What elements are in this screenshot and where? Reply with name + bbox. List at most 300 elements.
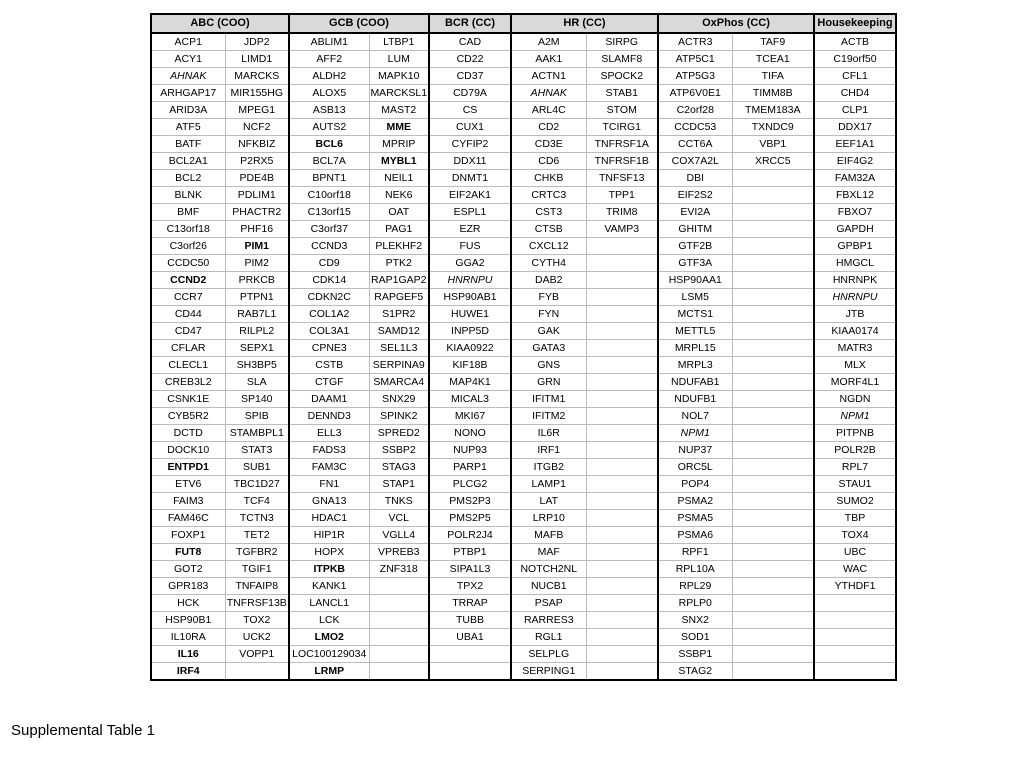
- gene-cell: [732, 187, 814, 204]
- gene-cell: CD6: [511, 153, 586, 170]
- gene-cell: MPRIP: [369, 136, 429, 153]
- gene-cell: PTK2: [369, 255, 429, 272]
- gene-cell: IL10RA: [151, 629, 225, 646]
- gene-cell: [586, 544, 658, 561]
- table-row: [151, 33, 896, 51]
- gene-cell: IRF1: [511, 442, 586, 459]
- gene-cell: JDP2: [225, 33, 289, 51]
- gene-cell: ETV6: [151, 476, 225, 493]
- gene-cell: PSAP: [511, 595, 586, 612]
- table-row: [151, 595, 896, 612]
- gene-cell: TNFRSF1B: [586, 153, 658, 170]
- gene-cell: GTF2B: [658, 238, 732, 255]
- table-body: [151, 33, 896, 680]
- gene-cell: [586, 323, 658, 340]
- gene-cell: CHKB: [511, 170, 586, 187]
- gene-cell: LAT: [511, 493, 586, 510]
- gene-cell: [586, 459, 658, 476]
- table-row: [151, 170, 896, 187]
- gene-cell: MAP4K1: [429, 374, 511, 391]
- gene-cell: VAMP3: [586, 221, 658, 238]
- gene-cell: [732, 306, 814, 323]
- gene-cell: ACTB: [814, 33, 896, 51]
- gene-cell: [732, 476, 814, 493]
- gene-cell: GHITM: [658, 221, 732, 238]
- gene-cell: HSP90AB1: [429, 289, 511, 306]
- gene-cell: PLCG2: [429, 476, 511, 493]
- gene-cell: [369, 612, 429, 629]
- table-row: [151, 510, 896, 527]
- gene-cell: NEK6: [369, 187, 429, 204]
- gene-cell: BPNT1: [289, 170, 369, 187]
- gene-cell: FOXP1: [151, 527, 225, 544]
- gene-cell: NPM1: [814, 408, 896, 425]
- gene-cell: SH3BP5: [225, 357, 289, 374]
- gene-cell: SIRPG: [586, 33, 658, 51]
- gene-cell: FYN: [511, 306, 586, 323]
- gene-cell: DENND3: [289, 408, 369, 425]
- gene-cell: CYB5R2: [151, 408, 225, 425]
- gene-cell: LIMD1: [225, 51, 289, 68]
- table-row: [151, 102, 896, 119]
- gene-cell: SPIB: [225, 408, 289, 425]
- gene-cell: C19orf50: [814, 51, 896, 68]
- table-row: [151, 238, 896, 255]
- gene-cell: [732, 272, 814, 289]
- table-row: [151, 187, 896, 204]
- gene-cell: MARCKS: [225, 68, 289, 85]
- gene-cell: ABLIM1: [289, 33, 369, 51]
- gene-cell: NDUFAB1: [658, 374, 732, 391]
- gene-cell: CAD: [429, 33, 511, 51]
- gene-cell: LCK: [289, 612, 369, 629]
- gene-cell: RAPGEF5: [369, 289, 429, 306]
- gene-cell: NONO: [429, 425, 511, 442]
- gene-cell: GAK: [511, 323, 586, 340]
- gene-cell: ACP1: [151, 33, 225, 51]
- gene-cell: [429, 663, 511, 681]
- gene-cell: TGIF1: [225, 561, 289, 578]
- gene-cell: PMS2P3: [429, 493, 511, 510]
- gene-cell: NCF2: [225, 119, 289, 136]
- gene-cell: MRPL3: [658, 357, 732, 374]
- gene-cell: EIF2S2: [658, 187, 732, 204]
- table-row: [151, 425, 896, 442]
- gene-cell: PSMA6: [658, 527, 732, 544]
- gene-cell: IRF4: [151, 663, 225, 681]
- gene-cell: CS: [429, 102, 511, 119]
- gene-cell: TAF9: [732, 33, 814, 51]
- gene-cell: GNS: [511, 357, 586, 374]
- gene-cell: CSNK1E: [151, 391, 225, 408]
- gene-cell: PRKCB: [225, 272, 289, 289]
- gene-cell: LTBP1: [369, 33, 429, 51]
- gene-cell: [732, 578, 814, 595]
- gene-cell: LMO2: [289, 629, 369, 646]
- gene-cell: UBC: [814, 544, 896, 561]
- gene-cell: CST3: [511, 204, 586, 221]
- gene-cell: FADS3: [289, 442, 369, 459]
- gene-cell: RGL1: [511, 629, 586, 646]
- gene-cell: PHACTR2: [225, 204, 289, 221]
- gene-cell: COX7A2L: [658, 153, 732, 170]
- gene-cell: SPINK2: [369, 408, 429, 425]
- table-row: [151, 221, 896, 238]
- gene-cell: MAST2: [369, 102, 429, 119]
- gene-cell: HIP1R: [289, 527, 369, 544]
- gene-cell: GAPDH: [814, 221, 896, 238]
- gene-cell: MKI67: [429, 408, 511, 425]
- gene-cell: NUCB1: [511, 578, 586, 595]
- gene-cell: [732, 170, 814, 187]
- gene-cell: [732, 221, 814, 238]
- gene-cell: BCL2A1: [151, 153, 225, 170]
- gene-cell: SPOCK2: [586, 68, 658, 85]
- gene-cell: STAG3: [369, 459, 429, 476]
- gene-cell: HNRNPU: [429, 272, 511, 289]
- gene-cell: [732, 289, 814, 306]
- gene-cell: [732, 544, 814, 561]
- gene-cell: WAC: [814, 561, 896, 578]
- gene-cell: ESPL1: [429, 204, 511, 221]
- gene-cell: [586, 272, 658, 289]
- gene-cell: DAAM1: [289, 391, 369, 408]
- gene-cell: SAMD12: [369, 323, 429, 340]
- table-row: [151, 357, 896, 374]
- gene-cell: LRMP: [289, 663, 369, 681]
- gene-cell: ARL4C: [511, 102, 586, 119]
- group-header: OxPhos (CC): [658, 14, 814, 33]
- gene-cell: NDUFB1: [658, 391, 732, 408]
- gene-cell: [586, 238, 658, 255]
- gene-cell: MRPL15: [658, 340, 732, 357]
- gene-cell: TCTN3: [225, 510, 289, 527]
- gene-cell: [586, 374, 658, 391]
- gene-cell: EVI2A: [658, 204, 732, 221]
- gene-cell: NUP93: [429, 442, 511, 459]
- gene-cell: FUT8: [151, 544, 225, 561]
- gene-cell: BLNK: [151, 187, 225, 204]
- gene-cell: ACTN1: [511, 68, 586, 85]
- gene-cell: ZNF318: [369, 561, 429, 578]
- table-row: [151, 272, 896, 289]
- gene-cell: MORF4L1: [814, 374, 896, 391]
- gene-cell: POLR2J4: [429, 527, 511, 544]
- gene-cell: BCL7A: [289, 153, 369, 170]
- table-row: [151, 408, 896, 425]
- gene-cell: [586, 527, 658, 544]
- gene-cell: [732, 238, 814, 255]
- gene-cell: [586, 442, 658, 459]
- group-header: HR (CC): [511, 14, 658, 33]
- gene-cell: SEPX1: [225, 340, 289, 357]
- gene-cell: PTPN1: [225, 289, 289, 306]
- gene-cell: STAG2: [658, 663, 732, 681]
- gene-cell: GRN: [511, 374, 586, 391]
- gene-cell: CTSB: [511, 221, 586, 238]
- gene-cell: GOT2: [151, 561, 225, 578]
- gene-cell: PARP1: [429, 459, 511, 476]
- gene-cell: COL1A2: [289, 306, 369, 323]
- gene-cell: RAP1GAP2: [369, 272, 429, 289]
- gene-cell: FAM46C: [151, 510, 225, 527]
- gene-cell: [586, 408, 658, 425]
- gene-cell: C3orf37: [289, 221, 369, 238]
- gene-cell: TET2: [225, 527, 289, 544]
- gene-cell: TCIRG1: [586, 119, 658, 136]
- gene-cell: ASB13: [289, 102, 369, 119]
- table-row: [151, 68, 896, 85]
- gene-cell: MPEG1: [225, 102, 289, 119]
- gene-cell: [586, 476, 658, 493]
- gene-cell: C10orf18: [289, 187, 369, 204]
- gene-cell: TMEM183A: [732, 102, 814, 119]
- table-row: [151, 561, 896, 578]
- gene-cell: ORC5L: [658, 459, 732, 476]
- gene-cell: SERPING1: [511, 663, 586, 681]
- gene-cell: [732, 629, 814, 646]
- gene-cell: GATA3: [511, 340, 586, 357]
- gene-cell: [732, 425, 814, 442]
- gene-cell: NPM1: [658, 425, 732, 442]
- gene-cell: RPL29: [658, 578, 732, 595]
- gene-cell: RPLP0: [658, 595, 732, 612]
- table-caption: Supplemental Table 1: [11, 722, 155, 739]
- gene-cell: LSM5: [658, 289, 732, 306]
- gene-cell: AUTS2: [289, 119, 369, 136]
- gene-cell: CTGF: [289, 374, 369, 391]
- gene-cell: ATP5G3: [658, 68, 732, 85]
- gene-cell: ARID3A: [151, 102, 225, 119]
- gene-cell: RPL7: [814, 459, 896, 476]
- gene-cell: AHNAK: [511, 85, 586, 102]
- gene-cell: TNFRSF1A: [586, 136, 658, 153]
- gene-cell: PIM2: [225, 255, 289, 272]
- gene-cell: HSP90B1: [151, 612, 225, 629]
- gene-cell: [586, 289, 658, 306]
- gene-cell: SSBP1: [658, 646, 732, 663]
- gene-cell: C2orf28: [658, 102, 732, 119]
- group-header: Housekeeping: [814, 14, 896, 33]
- gene-cell: PIM1: [225, 238, 289, 255]
- gene-cell: IL6R: [511, 425, 586, 442]
- table-row: [151, 493, 896, 510]
- gene-cell: FN1: [289, 476, 369, 493]
- gene-cell: PSMA2: [658, 493, 732, 510]
- gene-cell: MATR3: [814, 340, 896, 357]
- gene-cell: [814, 663, 896, 681]
- gene-cell: RPL10A: [658, 561, 732, 578]
- gene-cell: SUMO2: [814, 493, 896, 510]
- gene-cell: SUB1: [225, 459, 289, 476]
- gene-cell: TXNDC9: [732, 119, 814, 136]
- gene-cell: IFITM2: [511, 408, 586, 425]
- gene-cell: SP140: [225, 391, 289, 408]
- gene-cell: CSTB: [289, 357, 369, 374]
- gene-cell: TNKS: [369, 493, 429, 510]
- gene-cell: SMARCA4: [369, 374, 429, 391]
- gene-cell: PSMA5: [658, 510, 732, 527]
- gene-cell: TPX2: [429, 578, 511, 595]
- gene-cell: HNRNPU: [814, 289, 896, 306]
- gene-cell: OAT: [369, 204, 429, 221]
- gene-cell: TBC1D27: [225, 476, 289, 493]
- gene-cell: [732, 255, 814, 272]
- gene-cell: [732, 323, 814, 340]
- gene-cell: TIMM8B: [732, 85, 814, 102]
- table-row: [151, 85, 896, 102]
- gene-cell: CCDC53: [658, 119, 732, 136]
- gene-cell: [732, 561, 814, 578]
- gene-cell: [732, 204, 814, 221]
- gene-cell: CD2: [511, 119, 586, 136]
- gene-cell: CCND3: [289, 238, 369, 255]
- table-row: [151, 612, 896, 629]
- gene-cell: CLECL1: [151, 357, 225, 374]
- gene-cell: MAF: [511, 544, 586, 561]
- gene-cell: KIF18B: [429, 357, 511, 374]
- gene-cell: VGLL4: [369, 527, 429, 544]
- gene-cell: ALOX5: [289, 85, 369, 102]
- gene-cell: IFITM1: [511, 391, 586, 408]
- gene-cell: CFLAR: [151, 340, 225, 357]
- gene-cell: SEL1L3: [369, 340, 429, 357]
- gene-cell: [369, 646, 429, 663]
- gene-cell: [732, 374, 814, 391]
- gene-cell: NEIL1: [369, 170, 429, 187]
- gene-cell: CYFIP2: [429, 136, 511, 153]
- table-row: [151, 306, 896, 323]
- gene-cell: ARHGAP17: [151, 85, 225, 102]
- gene-cell: AFF2: [289, 51, 369, 68]
- gene-cell: [586, 578, 658, 595]
- gene-cell: CD47: [151, 323, 225, 340]
- gene-cell: [732, 595, 814, 612]
- gene-cell: [369, 578, 429, 595]
- gene-cell: KANK1: [289, 578, 369, 595]
- gene-cell: HMGCL: [814, 255, 896, 272]
- gene-cell: YTHDF1: [814, 578, 896, 595]
- gene-cell: HCK: [151, 595, 225, 612]
- gene-cell: ATF5: [151, 119, 225, 136]
- gene-cell: TRIM8: [586, 204, 658, 221]
- gene-cell: C3orf26: [151, 238, 225, 255]
- gene-cell: [586, 629, 658, 646]
- gene-cell: KIAA0922: [429, 340, 511, 357]
- gene-cell: SIPA1L3: [429, 561, 511, 578]
- table-row: [151, 323, 896, 340]
- gene-cell: [732, 663, 814, 681]
- gene-cell: [732, 612, 814, 629]
- gene-cell: MCTS1: [658, 306, 732, 323]
- gene-cell: MAFB: [511, 527, 586, 544]
- gene-cell: GPBP1: [814, 238, 896, 255]
- gene-cell: [732, 527, 814, 544]
- gene-cell: ATP5C1: [658, 51, 732, 68]
- gene-cell: RILPL2: [225, 323, 289, 340]
- gene-cell: EIF2AK1: [429, 187, 511, 204]
- gene-cell: KIAA0174: [814, 323, 896, 340]
- gene-cell: [814, 646, 896, 663]
- table-row: [151, 476, 896, 493]
- group-header: ABC (COO): [151, 14, 289, 33]
- gene-cell: GPR183: [151, 578, 225, 595]
- group-header: GCB (COO): [289, 14, 429, 33]
- table-row: [151, 391, 896, 408]
- gene-cell: ENTPD1: [151, 459, 225, 476]
- gene-cell: SNX29: [369, 391, 429, 408]
- gene-cell: STAT3: [225, 442, 289, 459]
- gene-cell: MME: [369, 119, 429, 136]
- gene-cell: STAP1: [369, 476, 429, 493]
- gene-cell: CCT6A: [658, 136, 732, 153]
- table-row: [151, 663, 896, 681]
- gene-cell: [814, 629, 896, 646]
- gene-cell: CUX1: [429, 119, 511, 136]
- gene-cell: [586, 357, 658, 374]
- gene-cell: [586, 340, 658, 357]
- gene-cell: VCL: [369, 510, 429, 527]
- gene-cell: UCK2: [225, 629, 289, 646]
- gene-cell: CLP1: [814, 102, 896, 119]
- gene-cell: XRCC5: [732, 153, 814, 170]
- gene-cell: TNFRSF13B: [225, 595, 289, 612]
- gene-cell: SNX2: [658, 612, 732, 629]
- gene-cell: [732, 493, 814, 510]
- gene-cell: VOPP1: [225, 646, 289, 663]
- gene-cell: CFL1: [814, 68, 896, 85]
- gene-cell: [586, 646, 658, 663]
- gene-cell: [429, 646, 511, 663]
- table-row: [151, 119, 896, 136]
- table-row: [151, 255, 896, 272]
- table-row: [151, 442, 896, 459]
- gene-cell: SERPINA9: [369, 357, 429, 374]
- gene-cell: DDX11: [429, 153, 511, 170]
- gene-cell: ITGB2: [511, 459, 586, 476]
- gene-cell: HDAC1: [289, 510, 369, 527]
- gene-cell: MARCKSL1: [369, 85, 429, 102]
- gene-cell: MYBL1: [369, 153, 429, 170]
- gene-cell: SPRED2: [369, 425, 429, 442]
- gene-cell: [732, 459, 814, 476]
- gene-cell: [586, 306, 658, 323]
- gene-cell: EEF1A1: [814, 136, 896, 153]
- gene-cell: PDE4B: [225, 170, 289, 187]
- gene-cell: ATP6V0E1: [658, 85, 732, 102]
- gene-cell: TGFBR2: [225, 544, 289, 561]
- gene-cell: TBP: [814, 510, 896, 527]
- gene-cell: PITPNB: [814, 425, 896, 442]
- gene-cell: AHNAK: [151, 68, 225, 85]
- gene-cell: [732, 408, 814, 425]
- gene-cell: [732, 391, 814, 408]
- gene-cell: AAK1: [511, 51, 586, 68]
- gene-cell: STAB1: [586, 85, 658, 102]
- gene-cell: [369, 595, 429, 612]
- gene-cell: UBA1: [429, 629, 511, 646]
- gene-cell: ACY1: [151, 51, 225, 68]
- gene-cell: TUBB: [429, 612, 511, 629]
- gene-cell: CDKN2C: [289, 289, 369, 306]
- gene-cell: CHD4: [814, 85, 896, 102]
- table-row: [151, 544, 896, 561]
- gene-cell: GGA2: [429, 255, 511, 272]
- gene-cell: GTF3A: [658, 255, 732, 272]
- gene-cell: [814, 595, 896, 612]
- gene-cell: NUP37: [658, 442, 732, 459]
- gene-cell: PLEKHF2: [369, 238, 429, 255]
